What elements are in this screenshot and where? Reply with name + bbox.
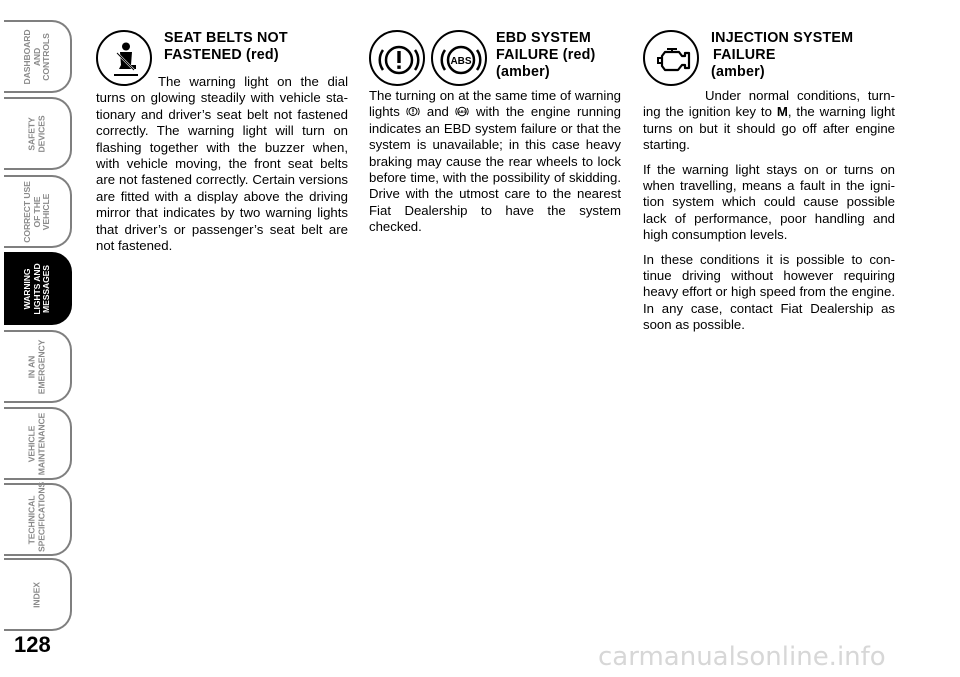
tab-label: DASHBOARD AND CONTROLS bbox=[21, 29, 51, 84]
seatbelt-description: The warning light on the dial turns on glowing steadily with vehicle stationary and driver’s seat belt not fastened correctly. The warning light will turn on flashing together with the buzzer when, with vehicle moving, the front seat belts are not fastened correctly. Certain versions are fitted with a display above the driving mirror that indicates by two warning lights that driver’s or passenger’s seat belt are not fastened. bbox=[96, 74, 348, 254]
tab-index[interactable] bbox=[4, 558, 72, 631]
tab-label: IN AN EMERGENCY bbox=[26, 339, 46, 394]
text-run: and bbox=[426, 104, 449, 120]
tab-dashboard-and-controls[interactable] bbox=[4, 20, 72, 93]
tab-label: SAFETY DEVICES bbox=[26, 114, 46, 153]
tab-label: TECHNICAL SPECIFICATIONS bbox=[26, 481, 46, 552]
brake-warning-inline-icon bbox=[406, 105, 420, 118]
tab-label: WARNING LIGHTS AND MESSAGES bbox=[21, 262, 51, 315]
text-run: , the warning light turns on but it should go off after engine starting. bbox=[643, 104, 895, 153]
tab-warning-lights-and-messages[interactable] bbox=[4, 252, 72, 325]
tab-safety-devices[interactable] bbox=[4, 97, 72, 170]
ignition-key-position: M bbox=[776, 104, 788, 120]
section-seat-belts bbox=[96, 28, 348, 262]
text-run: with the engine running indicates an EBD system failure or that the system is unavailable; in this case heavy braking may cause the rear wheels to lock before time, with the possibility of skidding. Drive with the utmost care to the nearest Fiat Dealership to have the system checked. bbox=[369, 104, 621, 235]
heading-line: (amber) bbox=[711, 64, 765, 80]
heading-line: EBD SYSTEM bbox=[496, 30, 591, 46]
brake-warning-icon bbox=[369, 30, 425, 86]
section-injection-system bbox=[643, 28, 895, 342]
svg-text:ABS: ABS bbox=[450, 56, 472, 67]
heading-line: FASTENED (red) bbox=[164, 47, 279, 63]
injection-heading bbox=[711, 28, 895, 81]
injection-para-2: If the warning light stays on or turns on when travelling, means a fault in the ignition system which could cause possible lack of performance, poor handling and high consumption levels. bbox=[643, 161, 895, 243]
tab-label: CORRECT USE OF THE VEHICLE bbox=[21, 180, 51, 243]
ebd-heading bbox=[496, 28, 621, 81]
injection-para-1 bbox=[643, 88, 895, 154]
heading-line: SEAT BELTS NOT bbox=[164, 30, 288, 46]
abs-icon bbox=[431, 30, 487, 86]
seatbelt-icon bbox=[96, 30, 152, 86]
tab-correct-use-of-the-vehicle[interactable] bbox=[4, 175, 72, 248]
chapter-tab-strip bbox=[0, 0, 78, 677]
injection-para-3: In these conditions it is possible to continue driving without however requiring heavy effort or high speed from the engine. In any case, contact Fiat Dealership as soon as possible. bbox=[643, 251, 895, 333]
text-run: Under normal conditions, turning the ignition key to bbox=[643, 88, 895, 120]
section-ebd-system bbox=[369, 28, 621, 244]
tab-technical-specifications[interactable] bbox=[4, 483, 72, 556]
heading-line: INJECTION SYSTEM bbox=[711, 30, 854, 46]
heading-line: (amber) bbox=[496, 64, 550, 80]
heading-line: FAILURE (red) bbox=[496, 47, 596, 63]
tab-label: INDEX bbox=[31, 581, 42, 608]
tab-in-an-emergency[interactable] bbox=[4, 330, 72, 403]
heading-line: FAILURE bbox=[713, 47, 776, 63]
ebd-description bbox=[369, 88, 621, 236]
tab-label: VEHICLE MAINTENANCE bbox=[26, 412, 46, 475]
page-number: 128 bbox=[14, 632, 51, 657]
tab-vehicle-maintenance[interactable] bbox=[4, 407, 72, 480]
seatbelt-heading bbox=[164, 28, 348, 64]
watermark: carmanualsonline.info bbox=[598, 642, 886, 672]
text-run: The turning on at the same time of warning lights bbox=[369, 88, 621, 120]
svg-text:ABS: ABS bbox=[458, 110, 467, 115]
abs-inline-icon bbox=[455, 105, 469, 118]
engine-check-icon bbox=[643, 30, 699, 86]
